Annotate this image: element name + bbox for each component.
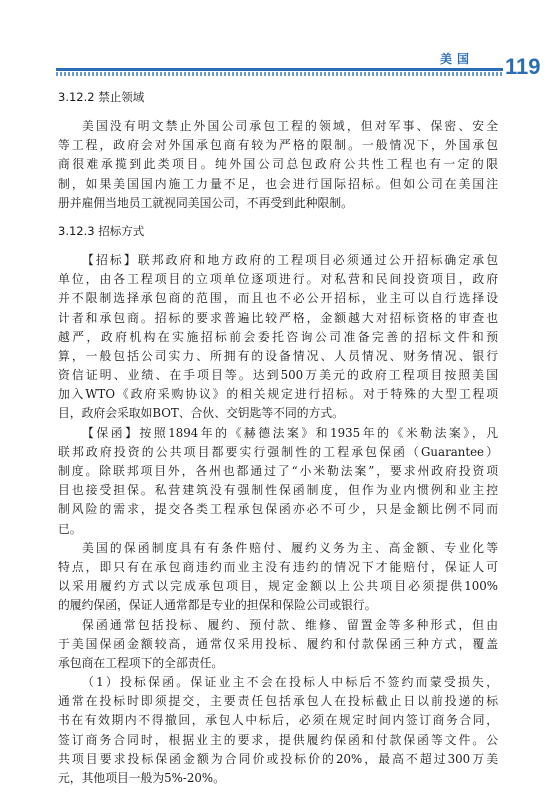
- paragraph-guarantee: [58, 424, 498, 539]
- section-heading-bidding-methods: 3.12.3 招标方式: [58, 223, 145, 238]
- text-line: 加入WTO《政府采购协议》的相关规定进行招标。对于特殊的大型工程项: [58, 387, 498, 402]
- header-rule: [56, 68, 503, 71]
- text-line: 书在有效期内不得撤回，承包人中标后，必须在规定时间内签订商务合同，: [58, 713, 498, 728]
- text-line: 签订商务合同时，根据业主的要求，提供履约保函和付款保函等文件。公: [58, 732, 498, 747]
- text-line: 商很难承揽到此类项目。纯外国公司总包政府公共性工程也有一定的限: [58, 157, 498, 172]
- text-line: 算，一般包括公司实力、所拥有的设备情况、人员情况、财务情况、银行: [58, 348, 498, 363]
- text-line: 承包商在工程项下的全部责任。: [58, 655, 224, 670]
- text-line: 册并雇佣当地员工就视同美国公司，不再受到此种限制。: [58, 195, 353, 210]
- text-line: 通常在投标时即须提交，主要责任包括承包人在投标截止日以前投递的标: [58, 694, 498, 709]
- text-line: 越严，政府机构在实施招标前会委托咨询公司准备完善的招标文件和预: [58, 329, 498, 344]
- text-line: 特点，即只有在承包商违约而业主没有违约的情况下才能赔付，保证人可: [58, 559, 498, 574]
- text-line: 并不限制选择承包商的范围，而且也不必公开招标，业主可以自行选择设: [58, 291, 498, 306]
- text-line: 制风险的需求，提交各类工程承包保函亦必不可少，只是金额比例不同而: [58, 502, 498, 517]
- text-line: 【招标】联邦政府和地方政府的工程项目必须通过公开招标确定承包: [82, 252, 498, 267]
- header-country: 美国: [440, 52, 475, 66]
- text-line: 保函通常包括投标、履约、预付款、维修、留置金等多种形式，但由: [82, 617, 498, 632]
- text-line: 联邦政府投资的公共项目都要实行强制性的工程承包保函（Guarantee）: [58, 444, 498, 459]
- text-line: 美国没有明文禁止外国公司承包工程的领域，但对军事、保密、安全: [82, 119, 498, 133]
- paragraph-guarantee-features: [58, 539, 498, 616]
- text-line: 的履约保函，保证人通常都是专业的担保和保险公司或银行。: [58, 598, 377, 613]
- text-line: 目也接受担保。私营建筑没有强制性保函制度，但作为业内惯例和业主控: [58, 483, 498, 498]
- section-heading-prohibited-fields: 3.12.2 禁止领域: [58, 90, 145, 104]
- header-dotted-rule: [56, 72, 503, 76]
- text-line: 已。: [58, 521, 82, 536]
- text-line: 制度。除联邦项目外，各州也都通过了“小米勒法案”，要求州政府投资项: [58, 464, 498, 478]
- page-content: [58, 88, 498, 788]
- text-line: 元，其他项目一般为5%-20%。: [58, 771, 225, 785]
- text-line: 单位，由各工程项目的立项单位逐项进行。对私营和民间投资项目，政府: [58, 272, 498, 287]
- text-line: 制，如果美国国内施工力量不足，也会进行国际招标。但如公司在美国注: [58, 176, 498, 191]
- paragraph-prohibited-fields: [58, 117, 498, 213]
- text-line: 以采用履约方式以完成承包项目，规定金额以上公共项目必须提供100%: [58, 579, 498, 594]
- page-number: 119: [505, 54, 541, 79]
- paragraph-bid-bond: [58, 673, 498, 788]
- paragraph-guarantee-types: [58, 616, 498, 674]
- paragraph-bidding: [58, 251, 498, 424]
- text-line: （1）投标保函。保证业主不会在投标人中标后不签约而蒙受损失，: [82, 675, 498, 690]
- text-line: 资信证明、业绩、在手项目等。达到500万美元的政府工程项目按照美国: [58, 368, 498, 383]
- text-line: 共项目要求投标保函金额为合同价或投标价的20%，最高不超过300万美: [58, 751, 498, 766]
- text-line: 于美国保函金额较高，通常仅采用投标、履约和付款保函三种方式，覆盖: [58, 636, 498, 651]
- text-line: 目，政府会采取如BOT、合伙、交钥匙等不同的方式。: [58, 406, 344, 421]
- text-line: 美国的保函制度具有有条件赔付、履约义务为主、高金额、专业化等: [82, 540, 498, 555]
- text-line: 计者和承包商。招标的要求普遍比较严格，金额越大对招标资格的审查也: [58, 310, 498, 325]
- text-line: 【保函】按照1894年的《赫德法案》和1935年的《米勒法案》，凡: [82, 425, 498, 440]
- text-line: 等工程，政府会对外国承包商有较为严格的限制。一般情况下，外国承包: [58, 138, 498, 153]
